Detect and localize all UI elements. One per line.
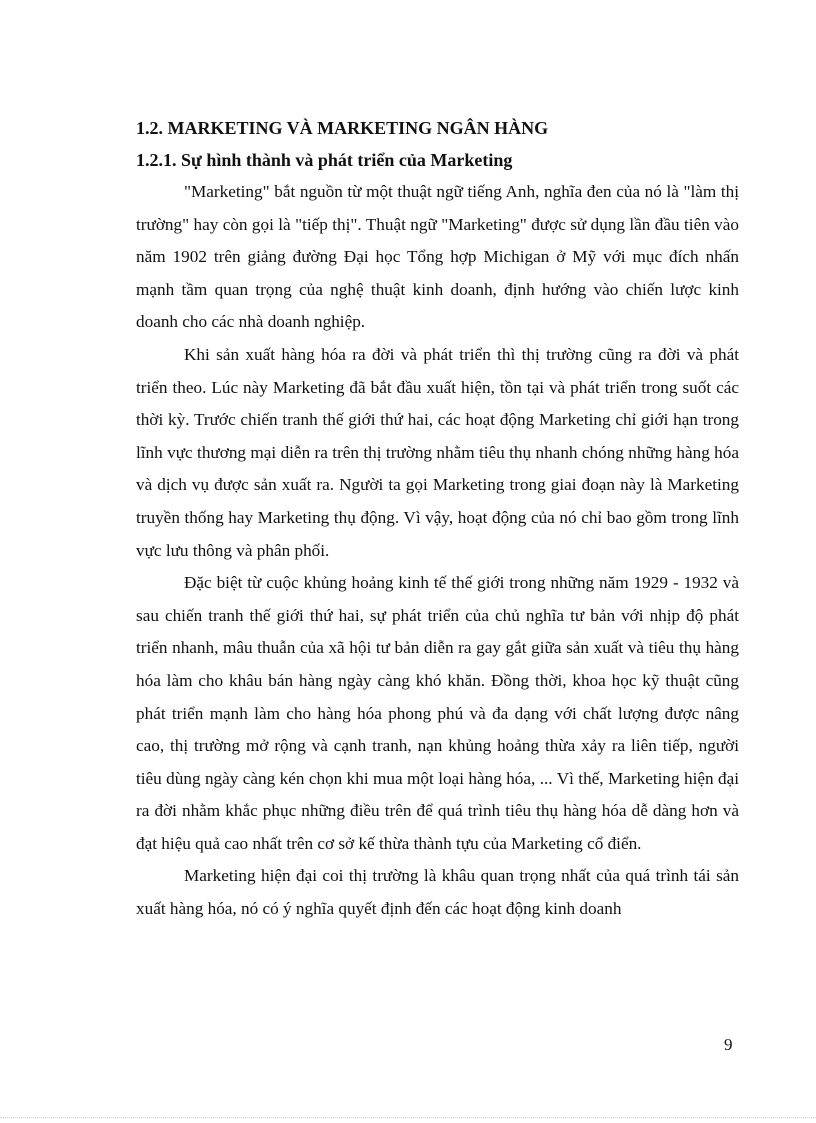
page-bottom-divider xyxy=(0,1117,816,1118)
paragraph-2: Khi sản xuất hàng hóa ra đời và phát triển thì thị trường cũng ra đời và phát triển theo. Lúc này Marketing đã bắt đầu xuất hiện, tồn tại và phát triển trong suốt các thời kỳ. Trước chiến tranh thế giới thứ hai, các hoạt động Marketing chỉ giới hạn trong lĩnh vực thương mại diễn ra trên thị trường nhằm tiêu thụ nhanh chóng những hàng hóa và dịch vụ được sản xuất ra. Người ta gọi Marketing trong giai đoạn này là Marketing truyền thống hay Marketing thụ động. Vì vậy, hoạt động của nó chỉ bao gồm trong lĩnh vực lưu thông và phân phối. xyxy=(136,344,739,560)
paragraph-1: "Marketing" bắt nguồn từ một thuật ngữ tiếng Anh, nghĩa đen của nó là "làm thị trường" hay còn gọi là "tiếp thị". Thuật ngữ "Marketing" được sử dụng lần đầu tiên vào năm 1902 trên giảng đường Đại học Tổng hợp Michigan ở Mỹ với mục đích nhấn mạnh tầm quan trọng của nghệ thuật kinh doanh, định hướng vào chiến lược kinh doanh cho các nhà doanh nghiệp. xyxy=(136,182,739,332)
paragraph-4: Marketing hiện đại coi thị trường là khâu quan trọng nhất của quá trình tái sản xuất hàng hóa, nó có ý nghĩa quyết định đến các hoạt động kinh doanh xyxy=(136,866,739,919)
page-number: 9 xyxy=(724,1035,733,1054)
section-heading: 1.2. MARKETING VÀ MARKETING NGÂN HÀNG xyxy=(136,118,549,138)
subsection-heading: 1.2.1. Sự hình thành và phát triển của Marketing xyxy=(136,150,513,170)
paragraph-3: Đặc biệt từ cuộc khủng hoảng kinh tế thế giới trong những năm 1929 - 1932 và sau chiến tranh thế giới thứ hai, sự phát triển của chủ nghĩa tư bản với nhịp độ phát triển nhanh, mâu thuẫn của xã hội tư bản diễn ra gay gắt giữa sản xuất và tiêu thụ hàng hóa làm cho khâu bán hàng ngày càng khó khăn. Đồng thời, khoa học kỹ thuật cũng phát triển mạnh làm cho hàng hóa phong phú và đa dạng với chất lượng được nâng cao, thị trường mở rộng và cạnh tranh, nạn khủng hoảng thừa xảy ra liên tiếp, người tiêu dùng ngày càng kén chọn khi mua một loại hàng hóa, ... Vì thế, Marketing hiện đại ra đời nhằm khắc phục những điều trên để quá trình tiêu thụ hàng hóa dễ dàng hơn và đạt hiệu quả cao nhất trên cơ sở kế thừa thành tựu của Marketing cổ điển. xyxy=(136,573,739,853)
page-body xyxy=(136,110,739,926)
